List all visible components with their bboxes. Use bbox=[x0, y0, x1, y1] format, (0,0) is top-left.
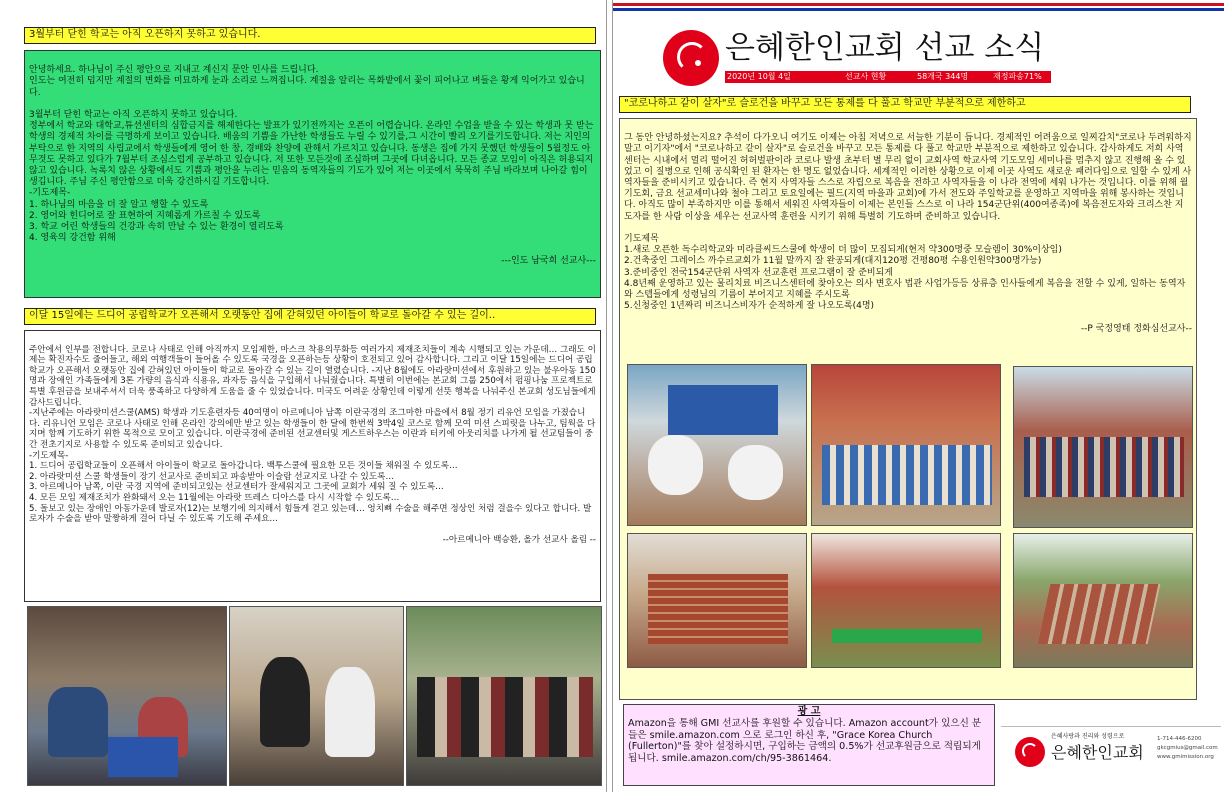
footer-email: gkcgmius@gmail.com bbox=[1157, 745, 1218, 751]
footer bbox=[1001, 726, 1221, 788]
footer-logo-icon bbox=[1015, 737, 1045, 767]
right-page bbox=[612, 0, 1224, 792]
footer-church-name: 은혜한인교회 bbox=[1051, 743, 1144, 762]
armenia-letter-body: 주안에서 인부를 전합니다. 코로나 사태로 인해 아직까지 모임제한, 마스크 착용의무화등 여러가지 제재조치들이 계속 시행되고 있는 가운데… 그래도 이제는 확진자수도 줄어들고, 해외 여행객들이 들어올 수 있도록 국경을 오픈하는등 상황이 호전되고 있어 감사합니다. 그리고 이달 15일에는 드디어 공립학교가 오픈해서 오랫동안 집에 갇혀있던 아이들이 학교로 돌아갈 수 있는 길이 열렸습니다. -지난 8월에도 아라랏미션에서 후원하고 있는 불우아동 150명과 장애인 가족들에게 3톤 가량의 음식과 식용유, 과자등 음식을 구입해서 나눠줬습니다. 특별히 이번에는 본교회 그룹 250에서 펌핑나눔 프로젝트로 특별 후원금을 보내주셔서 더욱 풍족하고 다양하게 도움을 줄 수 있었습니다. 미국도 어려운 상황인데 이렇게 선뜻 행복을 나눠주신 본교회 성도님들에게 감사드립니다. -지난주에는 아라랏미션스쿨(AMS) 학생과 기도훈련자등 40여명이 아르메니아 남쪽 이란국경의 조그마한 마을에서 8월 정기 리유언 모임을 가졌습니다. 리유니언 모임은 코로나 사태로 인해 온라인 강의에만 받고 있는 학생들이 한 달에 한번씩 3박4일 코스로 함께 모여 미션 스피릿을 나누고, 팀웍을 다지며 함께 기도하기 위한 목적으로 모이고 있습니다. 이란국경에 준비된 선교센터및 게스트하우스는 이란과 터키에 아웃리치를 나가게 될 선교팀들이 중간 전초기지로 사용할 수 있도록 준비되고 있습니다. -기도제목- 1. 드디어 공립학교들이 오픈해서 아이들이 학교로 돌아갑니다. 백투스쿨에 필요한 모든 것이들 채워질 수 있도록… 2. 아라랏미션 스쿨 학생들이 장기 선교사로 준비되고 파송받아 이슬람 선교지로 나갈 수 있도록… 3. 아르메니아 남쪽, 이란 국경 지역에 준비되고있는 선교센터가 잘세워지고 그곳에 교회가 세워 질 수 있도록… 4. 모든 모임 제재조치가 완화돼서 오는 11월에는 아라랏 뜨레스 디아스를 다시 시작할 수 있도록… 5. 돌보고 있는 장애인 아동가운데 발로자(12)는 보행기에 의지해서 힘들게 걷고 있는데… 엉치뼈 수술을 해주면 정상인 처럼 걸을수 있다고 합니다. 발로자가 수술을 받아 말짱하게 걸어 다닐 수 있도록 기도해 주세요… bbox=[29, 344, 596, 525]
india-letter bbox=[24, 50, 601, 298]
photo-school-building bbox=[811, 533, 1001, 668]
amazon-ad bbox=[623, 704, 995, 786]
ad-body: Amazon을 통해 GMI 선교사를 후원할 수 있습니다. Amazon account가 있으신 분들은 smile.amazon.com 으로 로그인 하신 후, "Grace Korea Church (Fullerton)"를 찾아 설정하시면, 구입하는 금액의 0.5%가 선교후원금으로 적립되게 됩니다. smile.amazon.com/ch/95-3861464. bbox=[628, 718, 982, 764]
date-line: 2020년 10월 4일 bbox=[727, 72, 791, 81]
pakistan-letter-signature: --P 국정영태 정화심선교사-- bbox=[1080, 323, 1192, 334]
footer-motto: 은혜사랑과 진리와 성령으로 bbox=[1051, 733, 1125, 740]
count-label: 58개국 344명 bbox=[917, 72, 969, 81]
photo-food-distribution bbox=[27, 606, 227, 786]
photo-courtyard-crowd bbox=[1013, 366, 1193, 528]
section1-heading: 3월부터 닫힌 학교는 아직 오픈하지 못하고 있습니다. bbox=[24, 27, 596, 44]
stripe-blue bbox=[613, 8, 1224, 11]
pakistan-heading: "코로나하고 같이 살자"로 슬로건을 바꾸고 모든 통제를 다 풀고 학교만 부분적으로 제한하고 bbox=[619, 96, 1191, 113]
section2-heading: 이달 15일에는 드디어 공립학교가 오픈해서 오랫동안 집에 갇혀있던 아이들이 학교로 돌아갈 수 있는 길이.. bbox=[24, 308, 596, 325]
info-bar bbox=[725, 71, 1051, 83]
india-letter-signature: ---인도 남국희 선교사--- bbox=[501, 255, 596, 266]
photo-group-gathering bbox=[406, 606, 602, 786]
armenia-letter-signature: --아르메니아 백승환, 올가 선교사 올림 -- bbox=[442, 535, 596, 546]
footer-contact bbox=[1157, 735, 1218, 762]
pakistan-letter-body: 그 동안 안녕하셨는지요? 추석이 다가오니 여기도 이제는 아침 저녁으로 서늘한 기분이 듭니다. 경제적인 어려움으로 일찌감치"코로나 두려워하지 말고 이기자"에서 "코로나하고 같이 살자"로 슬로건을 바꾸고 모든 통제를 다 풀고 학교만 부분적으로 제한하고 있습니다. 감사하게도 저희 사역센터는 시내에서 멀리 떨어진 허허벌판이라 코로나 발생 초부터 별 무리 없이 교회사역 학교사역 기도모임 세미나를 멈추지 않고 진행해 올 수 있었고 이 질병으로 인해 공식확인 된 환자는 한 명도 없었습니다. 세계적인 이러한 상황으로 이제 이곳 사역도 새로운 패러다임으로 일할 수 있게 사역자들을 준비시키고 있습니다. 즉 현지 사역자들 스스로 자립으로 복음을 전하고 사역자들을 이 나라 전역에 세워 나가는 것입니다. 이를 위해 월 기도회, 금요 선교세미나와 철야 그리고 토요일에는 필드(지역 마을과 교회)에 가서 전도와 주일학교를 운영하고 지역마을 위해 봉사하는 것입니다. 아직도 많이 부족하지만 이를 통해서 세워진 사역자들이 이제는 본인들 스스로 이 나라 154군단위(400여종족)에 복음전도자와 크리스찬 지도자를 한 사람 이상을 세우는 선교사역 훈련을 시키기 위해 특별히 기도하며 준비하고 있습니다. 기도제목 1.새로 오픈한 독수리학교와 미라클씨드스쿨에 학생이 더 많이 모집되게(현저 약300명중 모슬렘이 30%이상임) 2.건축중인 그레이스 까수르교회가 11월 말까지 잘 완공되게(대지120평 건평80평 수용인원약300명가능) 3.준비중인 전국154군단위 사역자 선교훈련 프로그램이 잘 준비되게 4.8년째 운영하고 있는 물리치료 비즈니스센터에 찾아오는 의사 변호사 법관 사업가등등 상류층 인사들에게 복음을 전할 수 있게, 일하는 동역자와 스텝들에게 성령님의 기름이 부어지고 지혜를 주시도록 5.신청중인 1년짜리 비즈니스비자가 순적하게 잘 나오도록(4명) bbox=[624, 133, 1192, 312]
photo-medical-exam bbox=[229, 606, 404, 786]
left-page bbox=[0, 0, 607, 792]
church-logo-icon bbox=[663, 30, 719, 86]
church-title: 은혜한인교회 선교 소식 bbox=[725, 30, 1045, 66]
armenia-letter bbox=[24, 330, 601, 602]
funding-label: 재정파송71% bbox=[993, 72, 1042, 81]
photo-school-assembly bbox=[811, 364, 1001, 526]
photo-aerial-compound bbox=[1013, 533, 1193, 668]
photo-construction-site bbox=[627, 533, 807, 668]
stripe-red bbox=[613, 3, 1224, 6]
footer-phone: 1-714-446-6200 bbox=[1157, 736, 1202, 742]
photo-children-bags bbox=[627, 364, 807, 526]
status-label: 선교사 현황 bbox=[845, 72, 887, 81]
india-letter-body: 안녕하세요. 하나님이 주신 평안으로 지내고 계신지 문안 인사를 드립니다. 인도는 여전히 덥지만 계절의 변화를 미묘하게 눈과 소리로 느껴집니다. 계절을 알리는 목화밭에서 꽃이 피어나고 벼들은 황게 익어가고 있습니다. 3월부터 닫힌 학교는 아직 오픈하지 못하고 있습니다. 정부에서 학교와 대학교,튜션센터의 심합금지를 해제한다는 발표가 있기전까지는 오픈이 어렵습니다. 온라인 수업을 받을 수 있는 학생과 못 받는 학생의 경제적 차이를 극명하게 보이고 있습니다. 배움의 기쁨을 가난한 학생들도 누릴 수 있기를,그 시간이 빨리 오기를기도합니다. 저는 지인의 부탁으로 한 지역의 사립교에서 학생들에게 영어 한 창, 경배와 찬양에 관해서 가르치고 있습니다. 동생은 집에 가지 못했던 학생들이 5월정도 아무것도 못하고 있다가 7월부터 조심스럽게 공부하고 있습니다. 저 또한 모든것에 조심하며 그곳에 다녀옵니다. 모든 종교 모임이 아직은 허용되지 않고 있습니다. 녹록치 않은 상황에서도 기쁨과 평안을 누리는 믿음의 동역자들의 기도가 있어 저는 이곳에서 묵묵히 주님 바라보며 나아갈 힘이 생깁니다. 주님 주신 평안함으로 더욱 강건하시길 기도합니다. -기도제목- 1. 하나님의 마음을 더 잘 알고 행할 수 있도록 2. 영어와 힌디어로 잘 표현하여 지혜롭게 가르칠 수 있도록 3. 학교 어린 학생들의 건강과 속히 만날 수 있는 환경이 열리도록 4. 영육의 강건함 위해 bbox=[29, 65, 594, 244]
ad-title: 광 고 bbox=[797, 706, 821, 717]
footer-web: www.gmimission.org bbox=[1157, 754, 1214, 760]
